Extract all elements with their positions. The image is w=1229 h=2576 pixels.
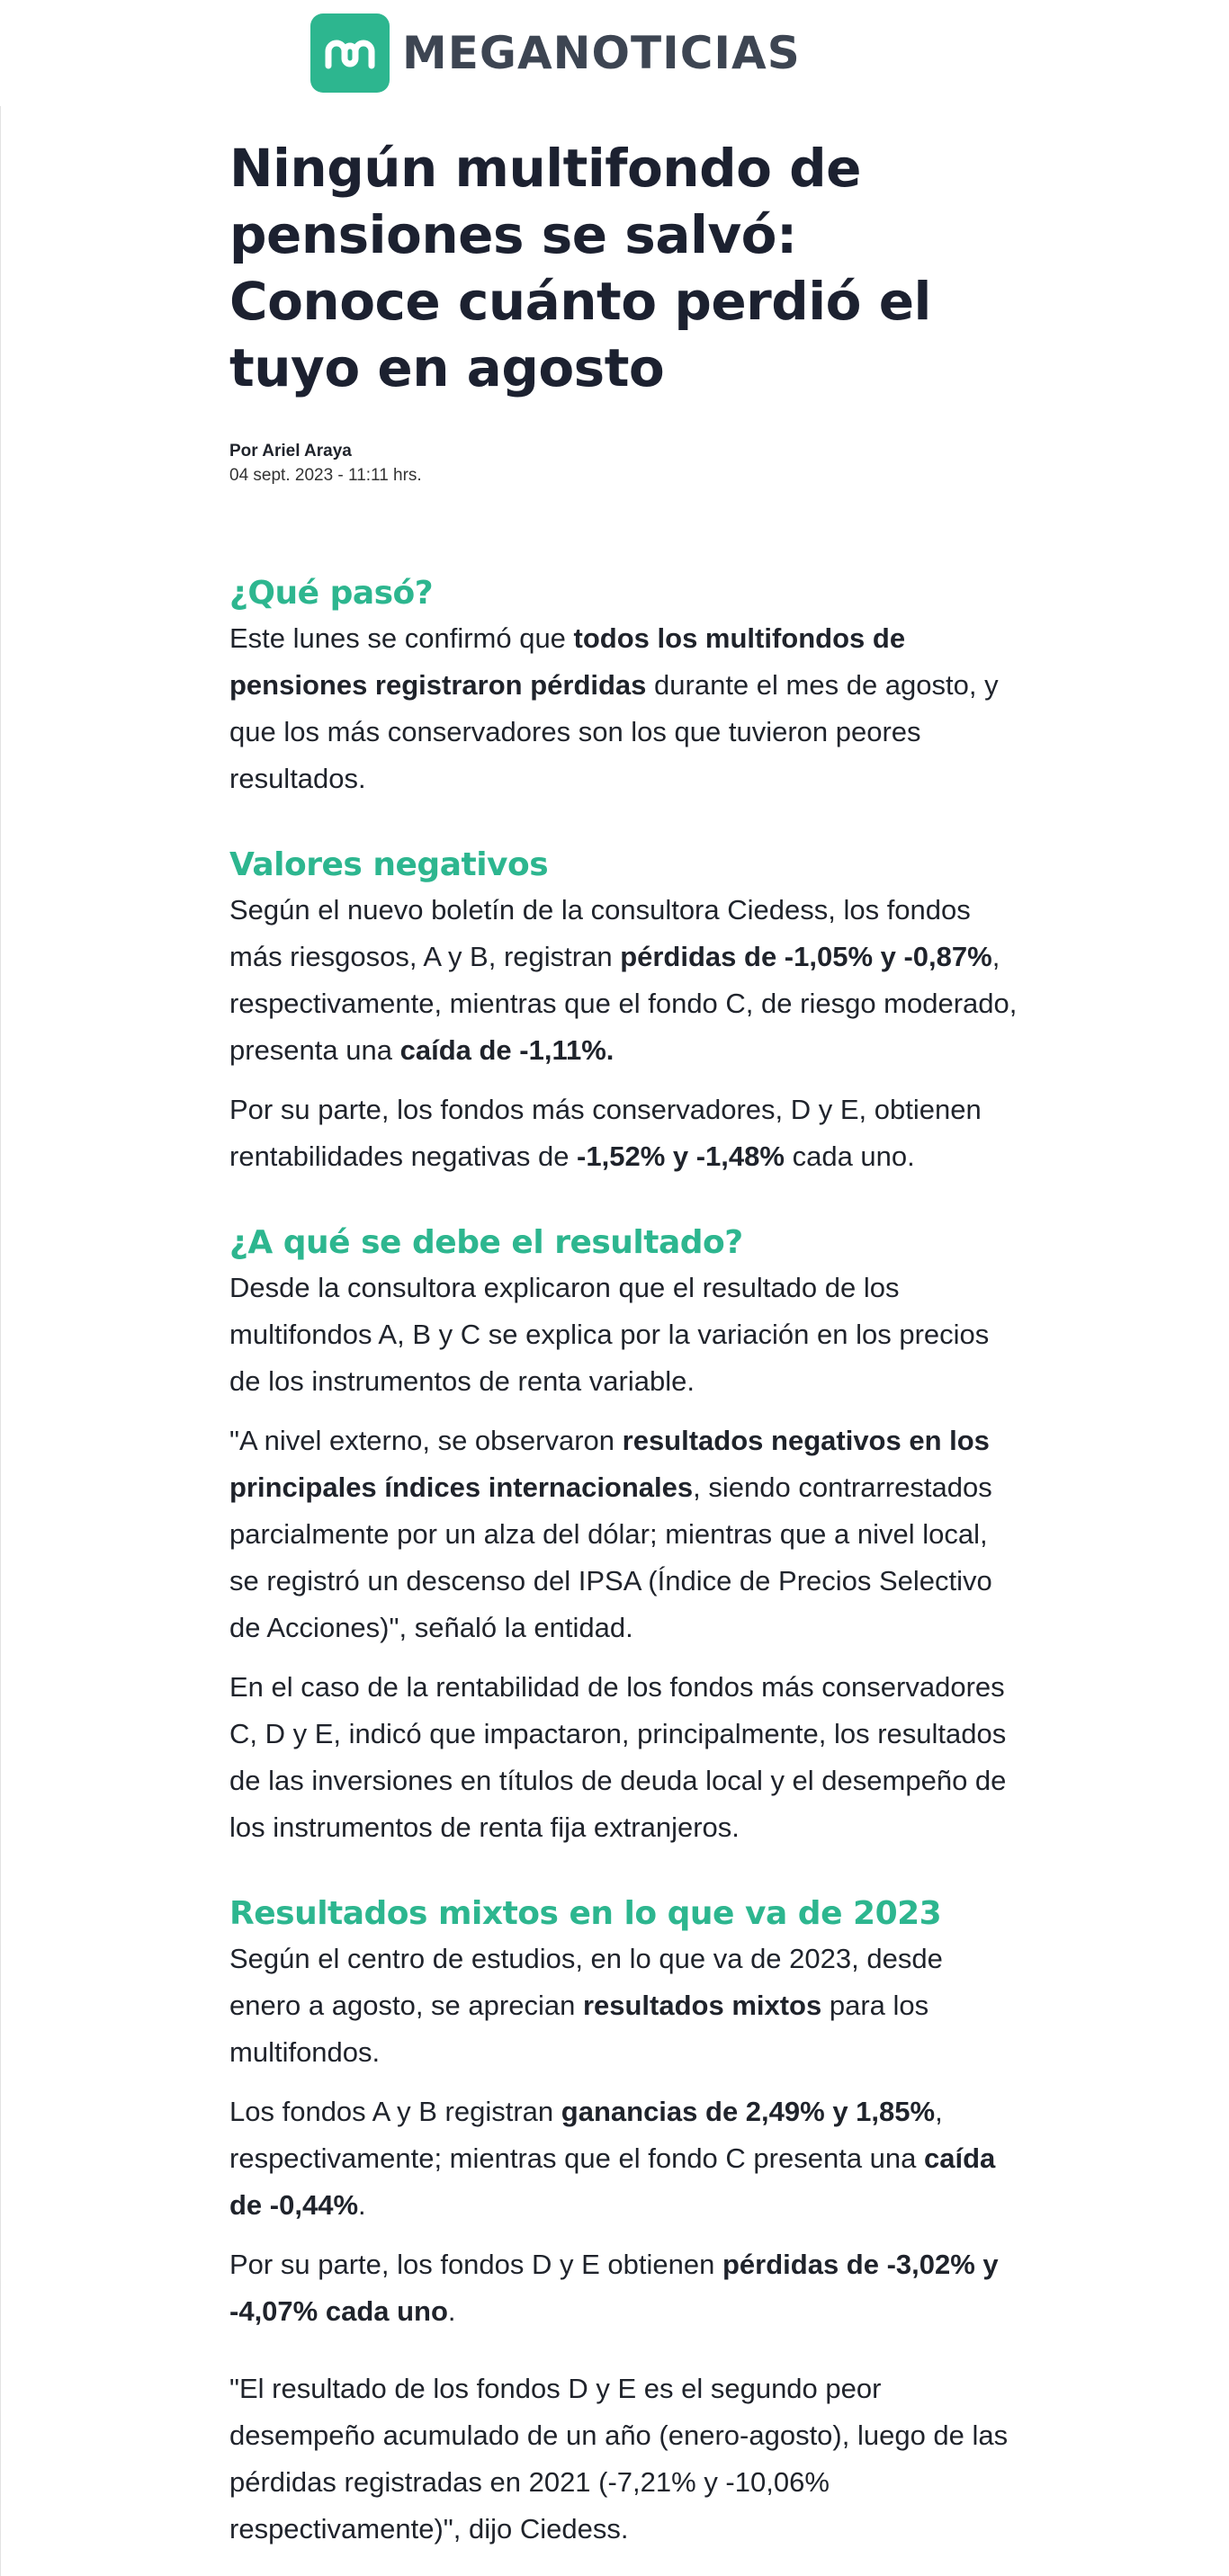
bold-text: caída de -0,44% bbox=[229, 2142, 996, 2221]
article-section bbox=[229, 572, 1021, 802]
text-run: "A nivel externo, se observaron bbox=[229, 1425, 623, 1456]
article-body bbox=[229, 572, 1021, 2553]
text-run: Según el centro de estudios, en lo que va de 2023, desde enero a agosto, se aprecian bbox=[229, 1943, 943, 2021]
article-section bbox=[229, 1892, 1021, 2553]
bold-text: caída de -1,11%. bbox=[399, 1034, 614, 1066]
meganoticias-logo-icon bbox=[310, 13, 390, 93]
text-run: . bbox=[447, 2295, 456, 2327]
text-run: Los fondos A y B registran bbox=[229, 2096, 561, 2127]
article-byline bbox=[229, 439, 1021, 487]
text-run: Por su parte, los fondos D y E obtienen bbox=[229, 2249, 722, 2280]
article-section bbox=[229, 844, 1021, 1180]
text-run: cada uno. bbox=[784, 1140, 915, 1172]
bold-text: todos los multifondos de pensiones registraron pérdidas bbox=[229, 622, 906, 701]
site-logo-link[interactable] bbox=[310, 13, 801, 93]
article-section bbox=[229, 1221, 1021, 1851]
article-paragraph bbox=[229, 1936, 1021, 2076]
section-heading: Valores negativos bbox=[229, 846, 549, 883]
text-run: para los multifondos. bbox=[229, 1990, 929, 2068]
section-heading: ¿A qué se debe el resultado? bbox=[229, 1224, 743, 1261]
text-run: En el caso de la rentabilidad de los fondos más conservadores C, D y E, indicó que impactaron, principalmente, los resultados de las inversiones en títulos de deuda local y el desempeño de los instrumentos de renta fija extranjeros. bbox=[229, 1671, 1007, 1843]
article-paragraph bbox=[229, 1265, 1021, 1405]
article-paragraph bbox=[229, 1087, 1021, 1180]
text-run: "El resultado de los fondos D y E es el segundo peor desempeño acumulado de un año (enero-agosto), luego de las pérdidas registradas en 2021 (-7,21% y -10,06% respectivamente)", dijo Ciedess. bbox=[229, 2373, 1009, 2545]
article-paragraph bbox=[229, 615, 1021, 802]
article-title: Ningún multifondo de pensiones se salvó: Conoce cuánto perdió el tuyo en agosto bbox=[229, 138, 931, 398]
site-name: MEGANOTICIAS bbox=[402, 27, 801, 79]
section-heading: Resultados mixtos en lo que va de 2023 bbox=[229, 1895, 942, 1932]
text-run: , respectivamente, mientras que el fondo C, de riesgo moderado, presenta una bbox=[229, 941, 1018, 1066]
text-run: Desde la consultora explicaron que el resultado de los multifondos A, B y C se explica por la variación en los precios de los instrumentos de renta variable. bbox=[229, 1272, 990, 1397]
article bbox=[229, 135, 1021, 2553]
site-header bbox=[0, 0, 1229, 106]
article-date: 04 sept. 2023 - 11:11 hrs. bbox=[229, 466, 422, 485]
bold-text: resultados negativos en los principales índices internacionales bbox=[229, 1425, 990, 1503]
bold-text: resultados mixtos bbox=[582, 1990, 822, 2021]
bold-text: pérdidas de -3,02% y -4,07% cada uno bbox=[229, 2249, 999, 2327]
article-paragraph bbox=[229, 1418, 1021, 1651]
article-author: Por Ariel Araya bbox=[229, 442, 352, 461]
article-paragraph bbox=[229, 2366, 1021, 2553]
section-heading: ¿Qué pasó? bbox=[229, 575, 434, 612]
article-paragraph bbox=[229, 2089, 1021, 2229]
bold-text: -1,52% y -1,48% bbox=[577, 1140, 785, 1172]
text-run: Este lunes se confirmó que bbox=[229, 622, 574, 654]
page-left-border bbox=[0, 106, 1, 2576]
text-run: . bbox=[358, 2189, 366, 2221]
bold-text: ganancias de 2,49% y 1,85% bbox=[561, 2096, 936, 2127]
bold-text: pérdidas de -1,05% y -0,87% bbox=[620, 941, 992, 972]
text-run: Por su parte, los fondos más conservadores, D y E, obtienen rentabilidades negativas de bbox=[229, 1094, 982, 1172]
article-paragraph bbox=[229, 1664, 1021, 1851]
text-run: durante el mes de agosto, y que los más conservadores son los que tuvieron peores resultados. bbox=[229, 669, 999, 794]
article-paragraph bbox=[229, 887, 1021, 1074]
text-run: Según el nuevo boletín de la consultora Ciedess, los fondos más riesgosos, A y B, registran bbox=[229, 894, 971, 972]
text-run: , respectivamente; mientras que el fondo C presenta una bbox=[229, 2096, 943, 2174]
text-run: , siendo contrarrestados parcialmente por un alza del dólar; mientras que a nivel local, se registró un descenso del IPSA (Índice de Precios Selectivo de Acciones)", señaló la entidad. bbox=[229, 1471, 992, 1643]
article-paragraph bbox=[229, 2241, 1021, 2335]
